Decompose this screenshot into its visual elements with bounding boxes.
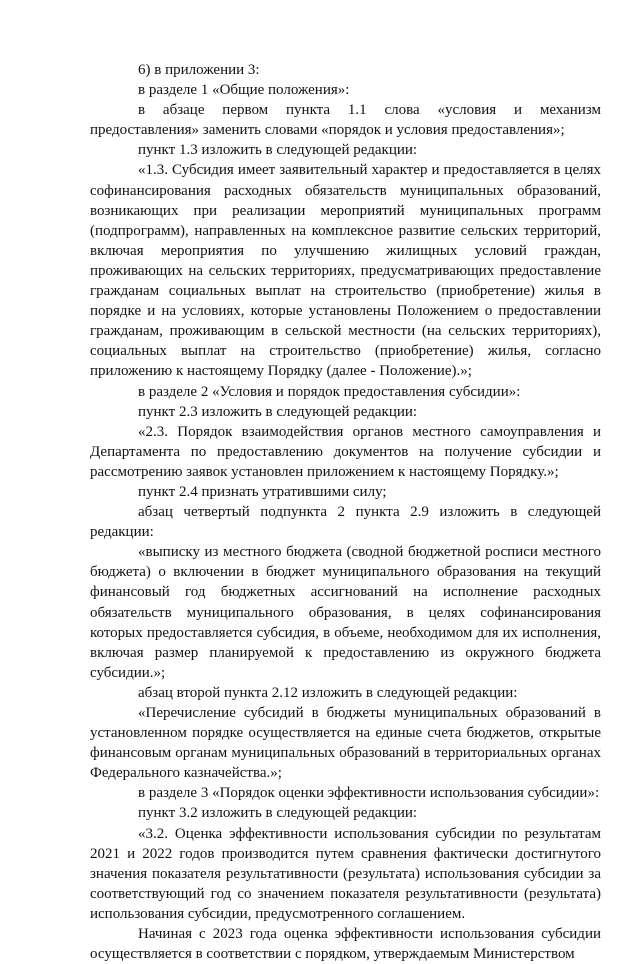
paragraph-point-2-9: абзац четвертый подпункта 2 пункта 2.9 изложить в следующей редакции:	[90, 504, 601, 541]
paragraph-point-1-3: пункт 1.3 изложить в следующей редакции:	[138, 142, 418, 159]
paragraph-text-2-12: «Перечисление субсидий в бюджеты муниципальных образований в установленном порядке осуществляется на единые счета бюджетов, открытые финансовым органам муниципальных образований в территориальных органах Федерального казначейства.»;	[90, 705, 601, 782]
paragraph-text-2-3: «2.3. Порядок взаимодействия органов местного самоуправления и Департамента по предоставлению документов на получение субсидии и рассмотрению заявок установлен приложением к настоящему Порядку.»;	[90, 423, 601, 480]
paragraph-section-2: в разделе 2 «Условия и порядок предоставления субсидии»:	[138, 383, 521, 400]
paragraph-text-2-9: «выписку из местного бюджета (сводной бюджетной росписи местного бюджета) о включении в бюджет муниципального образования на текущий финансовый год бюджетных ассигнований на исполнение расходных обязательств муниципального образования, в целях софинансирования которых предоставляется субсидия, в объеме, необходимом для их исполнения, включая размер планируемой к предоставлению из окружного бюджета субсидии.»;	[90, 544, 601, 681]
document-page	[90, 60, 601, 964]
paragraph-point-3-2: пункт 3.2 изложить в следующей редакции:	[138, 805, 418, 822]
paragraph-amend-1-1: в абзаце первом пункта 1.1 слова «условия и механизм предоставления» заменить словами «порядок и условия предоставления»;	[90, 102, 601, 139]
paragraph-section-3: в разделе 3 «Порядок оценки эффективности использования субсидии»:	[138, 785, 600, 802]
paragraph-text-3-2: «3.2. Оценка эффективности использования субсидии по результатам 2021 и 2022 годов производится путем сравнения фактически достигнутого значения показателя результативности (результата) использования субсидии за соответствующий год со значением показателя результативности (результата) использования субсидии, предусмотренного соглашением.	[90, 825, 601, 922]
paragraph-point-2-4: пункт 2.4 признать утратившими силу;	[138, 483, 387, 500]
paragraph-text-1-3: «1.3. Субсидия имеет заявительный характер и предоставляется в целях софинансирования расходных обязательств муниципальных образований, возникающих при реализации мероприятий муниципальных программ (подпрограмм), направленных на комплексное развитие сельских территорий, включая мероприятия по улучшению жилищных условий граждан, проживающих на сельских территориях, предусматривающих предоставление гражданам социальных выплат на строительство (приобретение) жилья в порядке и на условиях, которые установлены Положением о предоставлении гражданам, проживающим в сельской местности (на сельских территориях), социальных выплат на строительство (приобретение) жилья, согласно приложению к настоящему Порядку (далее - Положение).»;	[90, 162, 601, 380]
paragraph-text-3-2-cont: Начиная с 2023 года оценка эффективности использования субсидии осуществляется в соответствии с порядком, утверждаемым Министерством	[90, 926, 601, 963]
paragraph-point-2-12: абзац второй пункта 2.12 изложить в следующей редакции:	[138, 684, 518, 701]
paragraph-list-heading: 6) в приложении 3:	[138, 62, 260, 78]
paragraph-section-1: в разделе 1 «Общие положения»:	[138, 82, 350, 99]
paragraph-point-2-3: пункт 2.3 изложить в следующей редакции:	[138, 403, 418, 420]
